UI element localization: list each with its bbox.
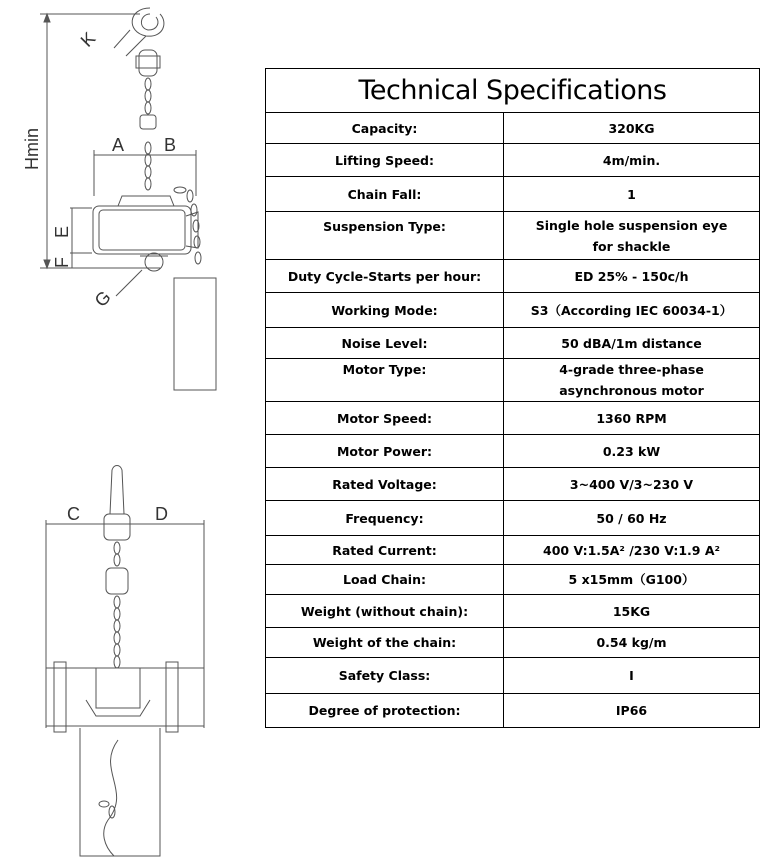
- table-row: [266, 501, 760, 536]
- table-row: [266, 435, 760, 468]
- row-label: Duty Cycle-Starts per hour:: [266, 260, 504, 293]
- row-label: Load Chain:: [266, 565, 504, 595]
- row-value: 5 x15mm（G100）: [504, 565, 760, 595]
- dim-label-a: A: [112, 135, 125, 155]
- row-label: Working Mode:: [266, 293, 504, 328]
- row-label: Capacity:: [266, 113, 504, 144]
- hook-shape: [114, 8, 164, 56]
- row-label: Motor Power:: [266, 435, 504, 468]
- row-label: Lifting Speed:: [266, 144, 504, 177]
- table-title: Technical Specifications: [266, 69, 760, 113]
- table-row: [266, 595, 760, 628]
- dim-label-hmin: Hmin: [22, 127, 42, 170]
- row-value: 50 / 60 Hz: [504, 501, 760, 536]
- row-value: S3（According IEC 60034-1）: [504, 293, 760, 328]
- dim-label-k: K: [76, 28, 100, 51]
- table-row: [266, 536, 760, 565]
- side-chain: [174, 187, 201, 264]
- dim-label-e: E: [52, 225, 72, 238]
- table-row: [266, 113, 760, 144]
- chain-bag-front: [80, 728, 160, 856]
- row-label: Degree of protection:: [266, 694, 504, 728]
- front-chain: [114, 542, 120, 668]
- cd-dimension: [46, 520, 204, 728]
- row-value: 4-grade three-phase asynchronous motor: [504, 359, 760, 402]
- table-row: [266, 658, 760, 694]
- row-label: Weight (without chain):: [266, 595, 504, 628]
- table-title-row: [266, 69, 760, 113]
- row-label: Weight of the chain:: [266, 628, 504, 658]
- hoist-body-side: [93, 196, 198, 271]
- table-row: [266, 565, 760, 595]
- row-label: Rated Voltage:: [266, 468, 504, 501]
- row-value: Single hole suspension eye for shackle: [504, 212, 760, 260]
- hoist-body-front: [46, 662, 204, 732]
- chain-bag-side: [174, 278, 216, 390]
- table-row: [266, 260, 760, 293]
- row-value: 400 V:1.5A² /230 V:1.9 A²: [504, 536, 760, 565]
- dim-label-g: G: [90, 286, 115, 311]
- row-label: Noise Level:: [266, 328, 504, 359]
- table-row: [266, 628, 760, 658]
- table-row: [266, 293, 760, 328]
- suspension-eye-front: [104, 466, 130, 595]
- row-value: 320KG: [504, 113, 760, 144]
- row-label: Chain Fall:: [266, 177, 504, 212]
- upper-chain: [145, 78, 151, 190]
- hoist-technical-drawing: [0, 0, 260, 861]
- dim-label-d: D: [155, 504, 168, 524]
- table-row: [266, 177, 760, 212]
- row-label: Motor Speed:: [266, 402, 504, 435]
- row-value: I: [504, 658, 760, 694]
- table-row: [266, 402, 760, 435]
- table-row: [266, 144, 760, 177]
- table-row: [266, 212, 760, 260]
- row-label: Motor Type:: [266, 359, 504, 402]
- row-value: 4m/min.: [504, 144, 760, 177]
- row-value: 0.23 kW: [504, 435, 760, 468]
- table-row: [266, 694, 760, 728]
- dim-label-f: F: [52, 257, 72, 268]
- table-row: [266, 359, 760, 402]
- row-label: Frequency:: [266, 501, 504, 536]
- row-value: ED 25% - 150c/h: [504, 260, 760, 293]
- table-row: [266, 328, 760, 359]
- row-value: 1360 RPM: [504, 402, 760, 435]
- dim-label-c: C: [67, 504, 80, 524]
- row-value: 1: [504, 177, 760, 212]
- row-value: 0.54 kg/m: [504, 628, 760, 658]
- row-label: Rated Current:: [266, 536, 504, 565]
- row-value: 50 dBA/1m distance: [504, 328, 760, 359]
- row-label: Safety Class:: [266, 658, 504, 694]
- row-value: 3~400 V/3~230 V: [504, 468, 760, 501]
- dim-label-b: B: [164, 135, 177, 155]
- row-value: 15KG: [504, 595, 760, 628]
- row-label: Suspension Type:: [266, 212, 504, 260]
- row-value: IP66: [504, 694, 760, 728]
- technical-specifications-table: [265, 68, 760, 728]
- table-row: [266, 468, 760, 501]
